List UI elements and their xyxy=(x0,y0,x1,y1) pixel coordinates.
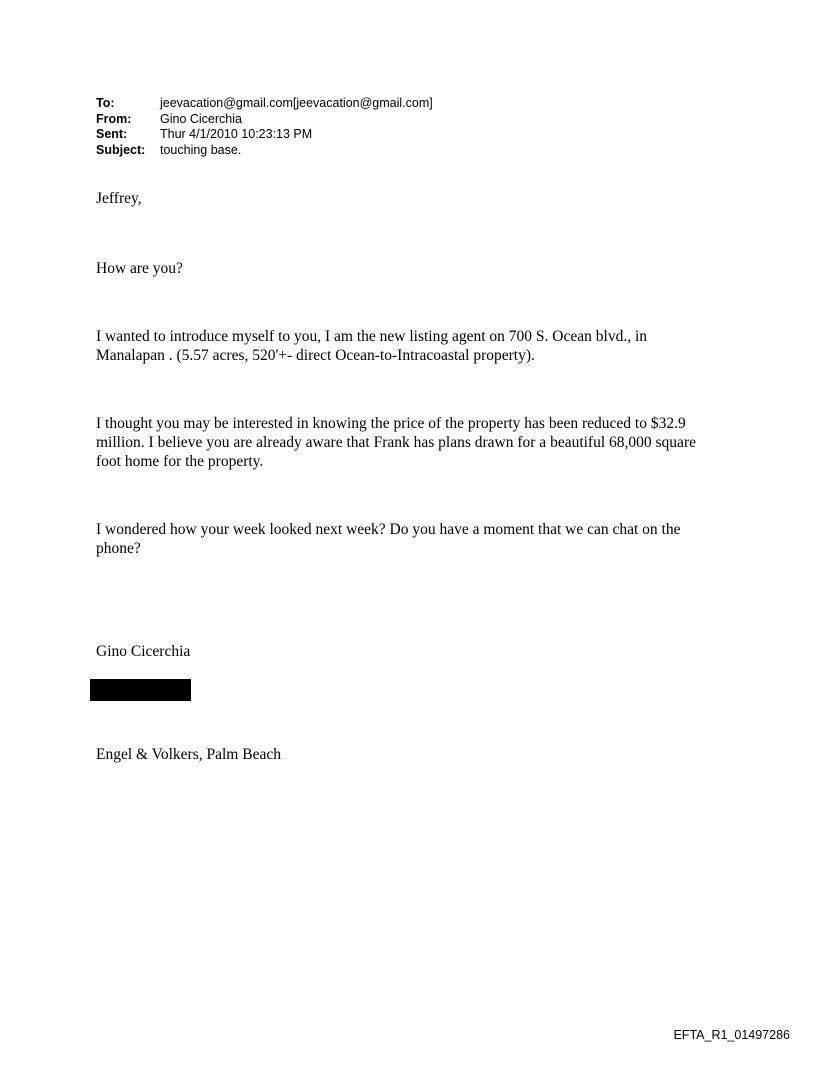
price-paragraph-line-1: I thought you may be interested in knowing the price of the property has been reduced to $32.9 xyxy=(96,415,686,432)
intro-paragraph-line-1: I wanted to introduce myself to you, I am the new listing agent on 700 S. Ocean blvd., in xyxy=(96,328,647,345)
sent-label: Sent: xyxy=(96,127,128,141)
to-row xyxy=(96,96,433,112)
redaction-block xyxy=(90,679,191,701)
intro-paragraph-line-2: Manalapan . (5.57 acres, 520'+- direct Ocean-to-Intracoastal property). xyxy=(96,347,535,364)
how-are-you-line: How are you? xyxy=(96,260,183,277)
sent-value: Thur 4/1/2010 10:23:13 PM xyxy=(160,127,313,141)
document-id: EFTA_R1_01497286 xyxy=(673,1028,790,1042)
from-value: Gino Cicerchia xyxy=(160,111,242,126)
week-paragraph-line-1: I wondered how your week looked next week? Do you have a moment that we can chat on the xyxy=(96,521,681,538)
email-header xyxy=(96,96,433,158)
price-paragraph-line-2: million. I believe you are already aware that Frank has plans drawn for a beautiful 68,000 square xyxy=(96,434,696,451)
from-row xyxy=(96,112,433,128)
greeting: Jeffrey, xyxy=(96,190,142,207)
subject-label: Subject: xyxy=(96,142,146,157)
signature-company: Engel & Volkers, Palm Beach xyxy=(96,746,281,763)
signature-name: Gino Cicerchia xyxy=(96,643,191,660)
subject-row xyxy=(96,143,433,159)
to-value: jeevacation@gmail.com[jeevacation@gmail.com] xyxy=(160,96,433,110)
price-paragraph-line-3: foot home for the property. xyxy=(96,453,264,470)
week-paragraph-line-2: phone? xyxy=(96,540,141,557)
from-label: From: xyxy=(96,111,132,126)
to-label: To: xyxy=(96,96,115,110)
sent-row xyxy=(96,127,433,143)
subject-value: touching base. xyxy=(160,142,242,157)
